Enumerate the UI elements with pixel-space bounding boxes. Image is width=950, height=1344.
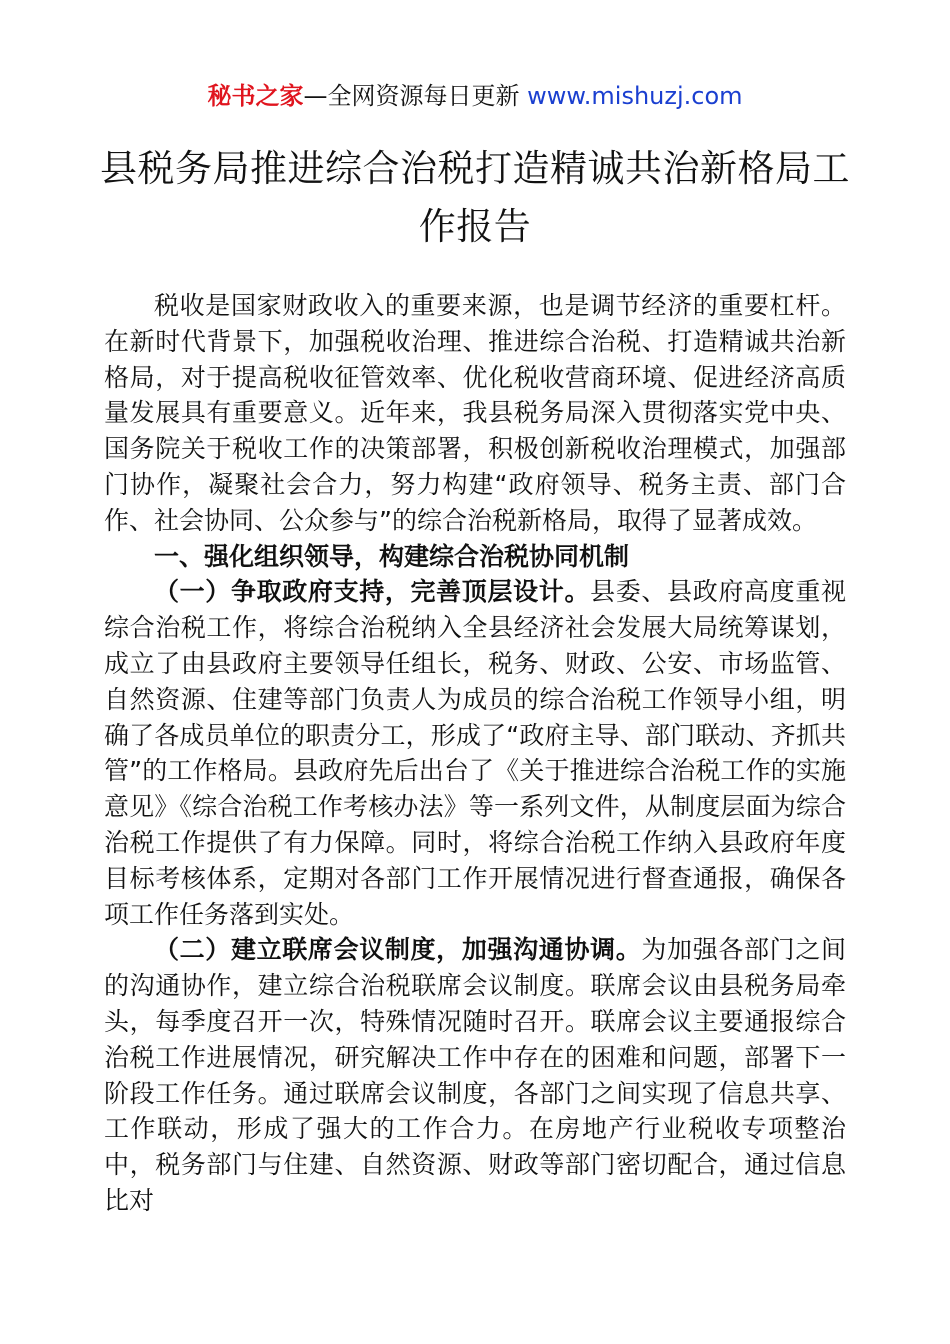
document-body bbox=[104, 288, 846, 1219]
item-2-body: 为加强各部门之间的沟通协作，建立综合治税联席会议制度。联席会议由县税务局牵头，每季度召开一次，特殊情况随时召开。联席会议主要通报综合治税工作进展情况，研究解决工作中存在的困难和问题，部署下一阶段工作任务。通过联席会议制度，各部门之间实现了信息共享、工作联动，形成了强大的工作合力。在房地产行业税收专项整治中，税务部门与住建、自然资源、财政等部门密切配合，通过信息比对 bbox=[104, 935, 846, 1215]
brand-name: 秘书之家 bbox=[207, 82, 304, 110]
document-title: 县税务局推进综合治税打造精诚共治新格局工作报告 bbox=[100, 147, 850, 248]
site-url[interactable]: www.mishuzj.com bbox=[527, 82, 743, 110]
intro-paragraph: 税收是国家财政收入的重要来源，也是调节经济的重要杠杆。在新时代背景下，加强税收治理、推进综合治税、打造精诚共治新格局，对于提高税收征管效率、优化税收营商环境、促进经济高质量发展具有重要意义。近年来，我县税务局深入贯彻落实党中央、国务院关于税收工作的决策部署，积极创新税收治理模式，加强部门协作，凝聚社会合力，努力构建“政府领导、税务主责、部门合作、社会协同、公众参与”的综合治税新格局，取得了显著成效。 bbox=[104, 291, 846, 535]
item-1-body: 县委、县政府高度重视综合治税工作，将综合治税纳入全县经济社会发展大局统筹谋划，成立了由县政府主要领导任组长，税务、财政、公安、市场监管、自然资源、住建等部门负责人为成员的综合治税工作领导小组，明确了各成员单位的职责分工，形成了“政府主导、部门联动、齐抓共管”的工作格局。县政府先后出台了《关于推进综合治税工作的实施意见》《综合治税工作考核办法》等一系列文件，从制度层面为综合治税工作提供了有力保障。同时，将综合治税工作纳入县政府年度目标考核体系，定期对各部门工作开展情况进行督查通报，确保各项工作任务落到实处。 bbox=[104, 577, 846, 929]
paragraph-item-2 bbox=[104, 932, 846, 1218]
paragraph-item-1 bbox=[104, 574, 846, 932]
site-header bbox=[0, 80, 950, 112]
item-2-lead: （二）建立联席会议制度，加强沟通协调。 bbox=[154, 935, 642, 965]
header-tagline: —全网资源每日更新 bbox=[303, 82, 528, 110]
section-heading-1: 一、强化组织领导，构建综合治税协同机制 bbox=[154, 541, 630, 571]
item-1-lead: （一）争取政府支持，完善顶层设计。 bbox=[154, 577, 591, 607]
